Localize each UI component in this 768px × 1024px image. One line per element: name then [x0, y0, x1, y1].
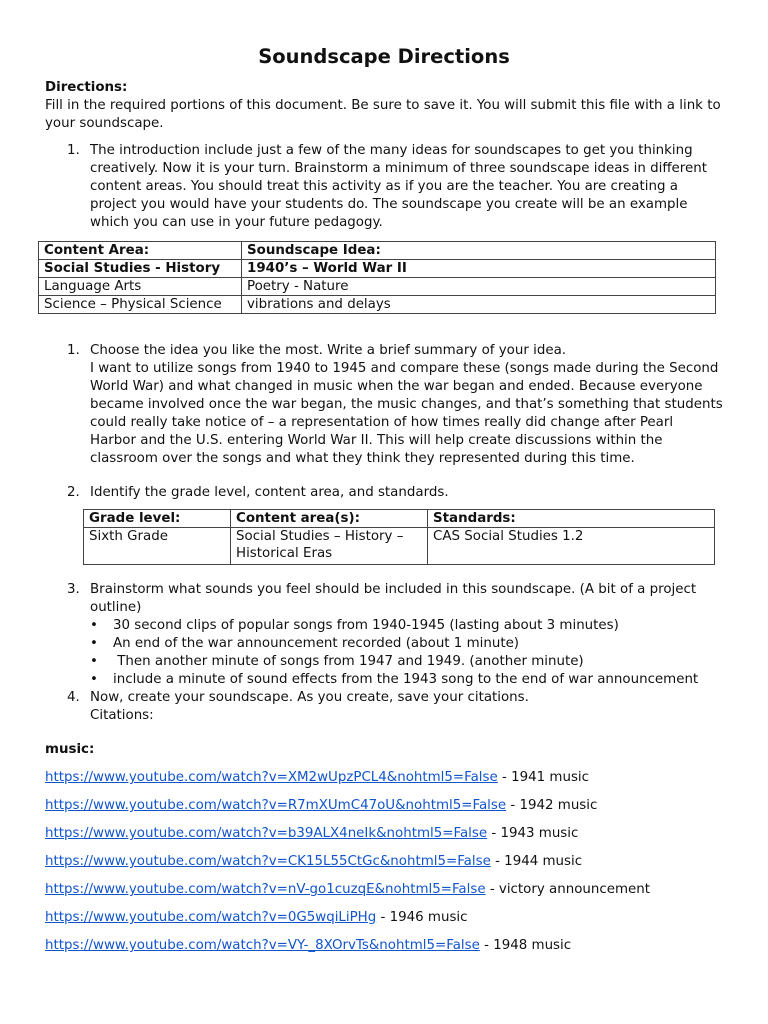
citation-link[interactable]: https://www.youtube.com/watch?v=CK15L55CtGc&nohtml5=False	[45, 854, 491, 869]
citation-row	[45, 881, 723, 899]
citation-desc: - victory announcement	[485, 882, 651, 897]
bullet-item	[90, 653, 723, 671]
citation-link[interactable]: https://www.youtube.com/watch?v=R7mXUmC47oU&nohtml5=False	[45, 798, 507, 813]
music-heading: music:	[45, 742, 95, 757]
table-header-cell: Grade level:	[84, 510, 231, 528]
citation-row	[45, 937, 723, 955]
sound-bullets	[90, 617, 723, 689]
table-header-row	[84, 510, 715, 528]
bullet-icon: •	[90, 618, 98, 633]
table-row	[84, 528, 715, 565]
citations-label: Citations:	[90, 708, 154, 723]
step-number: 1.	[67, 343, 80, 358]
table-cell: Social Studies – History – Historical Eras	[231, 528, 428, 565]
step-text: The introduction include just a few of the many ideas for soundscapes to get you thinking creatively. Now it is your turn. Brainstorm a minimum of three soundscape ideas in different content areas. You should treat this activity as if you are the teacher. You are creating a project you would have your students do. The soundscape you create will be an example which you can use in your future pedagogy.	[90, 143, 707, 230]
citation-desc: - 1943 music	[487, 826, 579, 841]
bullet-icon: •	[90, 672, 98, 687]
table-header-cell: Standards:	[428, 510, 715, 528]
bullet-icon: •	[90, 654, 98, 669]
table-cell: 1940’s – World War II	[242, 260, 716, 278]
step-number: 4.	[67, 690, 80, 705]
directions-heading: Directions:	[45, 80, 128, 95]
citation-link[interactable]: https://www.youtube.com/watch?v=0G5wqiLiPHg	[45, 910, 377, 925]
citation-desc: - 1942 music	[506, 798, 598, 813]
table-cell: Poetry - Nature	[242, 278, 716, 296]
citation-row	[45, 797, 723, 815]
table-cell: vibrations and delays	[242, 296, 716, 314]
citation-link[interactable]: https://www.youtube.com/watch?v=XM2wUpzPCL4&nohtml5=False	[45, 770, 498, 785]
step-number: 2.	[67, 485, 80, 500]
table-cell: CAS Social Studies 1.2	[428, 528, 715, 565]
table-cell: Language Arts	[39, 278, 242, 296]
ideas-table	[38, 241, 716, 314]
intro-step-list	[45, 142, 723, 232]
bullet-text: Then another minute of songs from 1947 and 1949. (another minute)	[113, 654, 584, 669]
citation-row	[45, 909, 723, 927]
table-header-cell: Content Area:	[39, 242, 242, 260]
bullet-item	[90, 635, 723, 653]
grade-table	[83, 509, 715, 565]
table-row	[39, 278, 716, 296]
table-row	[39, 260, 716, 278]
citation-link[interactable]: https://www.youtube.com/watch?v=b39ALX4neIk&nohtml5=False	[45, 826, 488, 841]
list-item	[45, 581, 723, 689]
step-prompt: Now, create your soundscape. As you create, save your citations.	[90, 690, 529, 705]
citation-row	[45, 769, 723, 787]
citation-desc: - 1946 music	[376, 910, 468, 925]
step-number: 3.	[67, 582, 80, 597]
citation-link[interactable]: https://www.youtube.com/watch?v=nV-go1cuzqE&nohtml5=False	[45, 882, 486, 897]
table-cell: Sixth Grade	[84, 528, 231, 565]
step-prompt: Brainstorm what sounds you feel should be included in this soundscape. (A bit of a project outline)	[90, 582, 697, 615]
table-header-cell: Soundscape Idea:	[242, 242, 716, 260]
step-number: 1.	[67, 143, 80, 158]
table-header-cell: Content area(s):	[231, 510, 428, 528]
citation-row	[45, 853, 723, 871]
citation-desc: - 1948 music	[479, 938, 572, 953]
citation-row	[45, 825, 723, 843]
bullet-text: 30 second clips of popular songs from 1940-1945 (lasting about 3 minutes)	[113, 618, 619, 633]
steps-list-continued	[45, 581, 723, 725]
bullet-text: include a minute of sound effects from the 1943 song to the end of war announcement	[113, 672, 699, 687]
list-item	[45, 689, 723, 725]
bullet-item	[90, 617, 723, 635]
step-prompt: Identify the grade level, content area, and standards.	[90, 485, 449, 500]
citation-desc: - 1944 music	[490, 854, 583, 869]
table-header-row	[39, 242, 716, 260]
summary-answer: I want to utilize songs from 1940 to 1945 and compare these (songs made during the Second World War) and what changed in music when the war began and ended. Because everyone became involved once the war began, the music changes, and that’s something that students could really take notice of – a representation of how times really did change after Pearl Harbor and the U.S. entering World War II. This will help create discussions within the classroom over the songs and what they think they represented during this time.	[90, 361, 723, 466]
directions-text: Fill in the required portions of this document. Be sure to save it. You will submit this file with a link to your soundscape.	[45, 98, 721, 131]
list-item	[45, 342, 723, 468]
table-cell: Science – Physical Science	[39, 296, 242, 314]
citation-link[interactable]: https://www.youtube.com/watch?v=VY-_8XOrvTs&nohtml5=False	[45, 938, 480, 953]
bullet-item	[90, 671, 723, 689]
table-row	[39, 296, 716, 314]
list-item	[45, 484, 723, 502]
citation-desc: - 1941 music	[497, 770, 590, 785]
table-cell: Social Studies - History	[39, 260, 242, 278]
list-item	[45, 142, 723, 232]
page-title: Soundscape Directions	[258, 45, 510, 68]
steps-list	[45, 342, 723, 502]
step-prompt: Choose the idea you like the most. Write a brief summary of your idea.	[90, 343, 567, 358]
bullet-icon: •	[90, 636, 98, 651]
bullet-text: An end of the war announcement recorded (about 1 minute)	[113, 636, 520, 651]
document-page	[45, 44, 723, 955]
